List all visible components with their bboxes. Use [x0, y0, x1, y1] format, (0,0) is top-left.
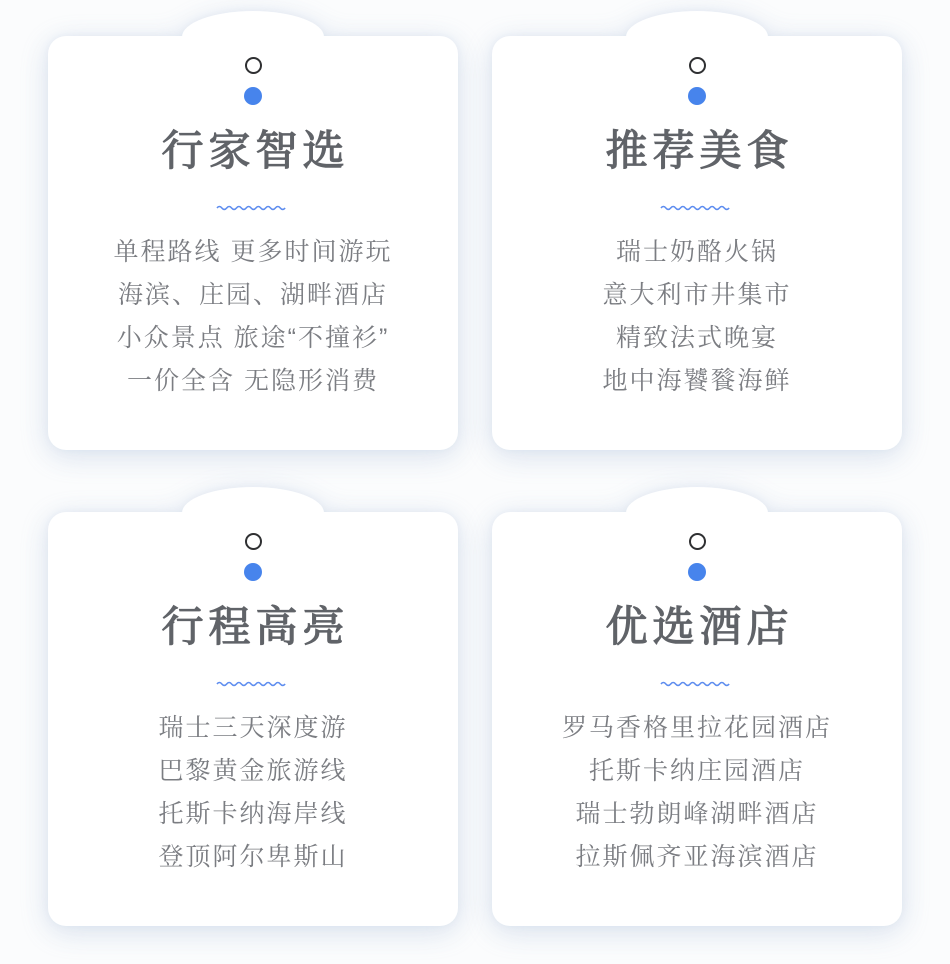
wave-divider-icon	[216, 679, 290, 687]
circle-outline-icon	[245, 57, 262, 74]
blue-dot-icon	[244, 563, 262, 581]
list-item: 意大利市井集市	[602, 281, 792, 309]
list-item: 托斯卡纳庄园酒店	[588, 757, 805, 785]
list-item: 瑞士奶酪火锅	[615, 238, 778, 266]
list-item: 巴黎黄金旅游线	[158, 757, 348, 785]
wave-divider-icon	[660, 203, 734, 211]
card-title: 行家智选	[161, 127, 350, 174]
wave-divider-icon	[216, 203, 290, 211]
card-title: 优选酒店	[605, 603, 794, 650]
card-expert-selection	[48, 36, 458, 450]
card-item-list	[492, 707, 902, 879]
card-title: 推荐美食	[605, 127, 794, 174]
list-item: 海滨、庄园、湖畔酒店	[117, 281, 388, 309]
list-item: 罗马香格里拉花园酒店	[561, 714, 832, 742]
list-item: 拉斯佩齐亚海滨酒店	[575, 843, 819, 871]
list-item: 瑞士三天深度游	[158, 714, 348, 742]
card-item-list	[492, 231, 902, 403]
list-item: 单程路线 更多时间游玩	[113, 238, 393, 266]
blue-dot-icon	[688, 87, 706, 105]
circle-outline-icon	[689, 533, 706, 550]
card-item-list	[48, 231, 458, 403]
card-recommended-food	[492, 36, 902, 450]
card-itinerary-highlights	[48, 512, 458, 926]
circle-outline-icon	[689, 57, 706, 74]
list-item: 小众景点 旅途“不撞衫”	[116, 324, 390, 352]
list-item: 精致法式晚宴	[615, 324, 778, 352]
card-item-list	[48, 707, 458, 879]
list-item: 地中海饕餮海鲜	[602, 367, 792, 395]
card-preferred-hotels	[492, 512, 902, 926]
list-item: 登顶阿尔卑斯山	[158, 843, 348, 871]
list-item: 托斯卡纳海岸线	[158, 800, 348, 828]
card-title: 行程高亮	[161, 603, 350, 650]
list-item: 一价全含 无隐形消费	[127, 367, 379, 395]
circle-outline-icon	[245, 533, 262, 550]
wave-divider-icon	[660, 679, 734, 687]
list-item: 瑞士勃朗峰湖畔酒店	[575, 800, 819, 828]
blue-dot-icon	[244, 87, 262, 105]
blue-dot-icon	[688, 563, 706, 581]
